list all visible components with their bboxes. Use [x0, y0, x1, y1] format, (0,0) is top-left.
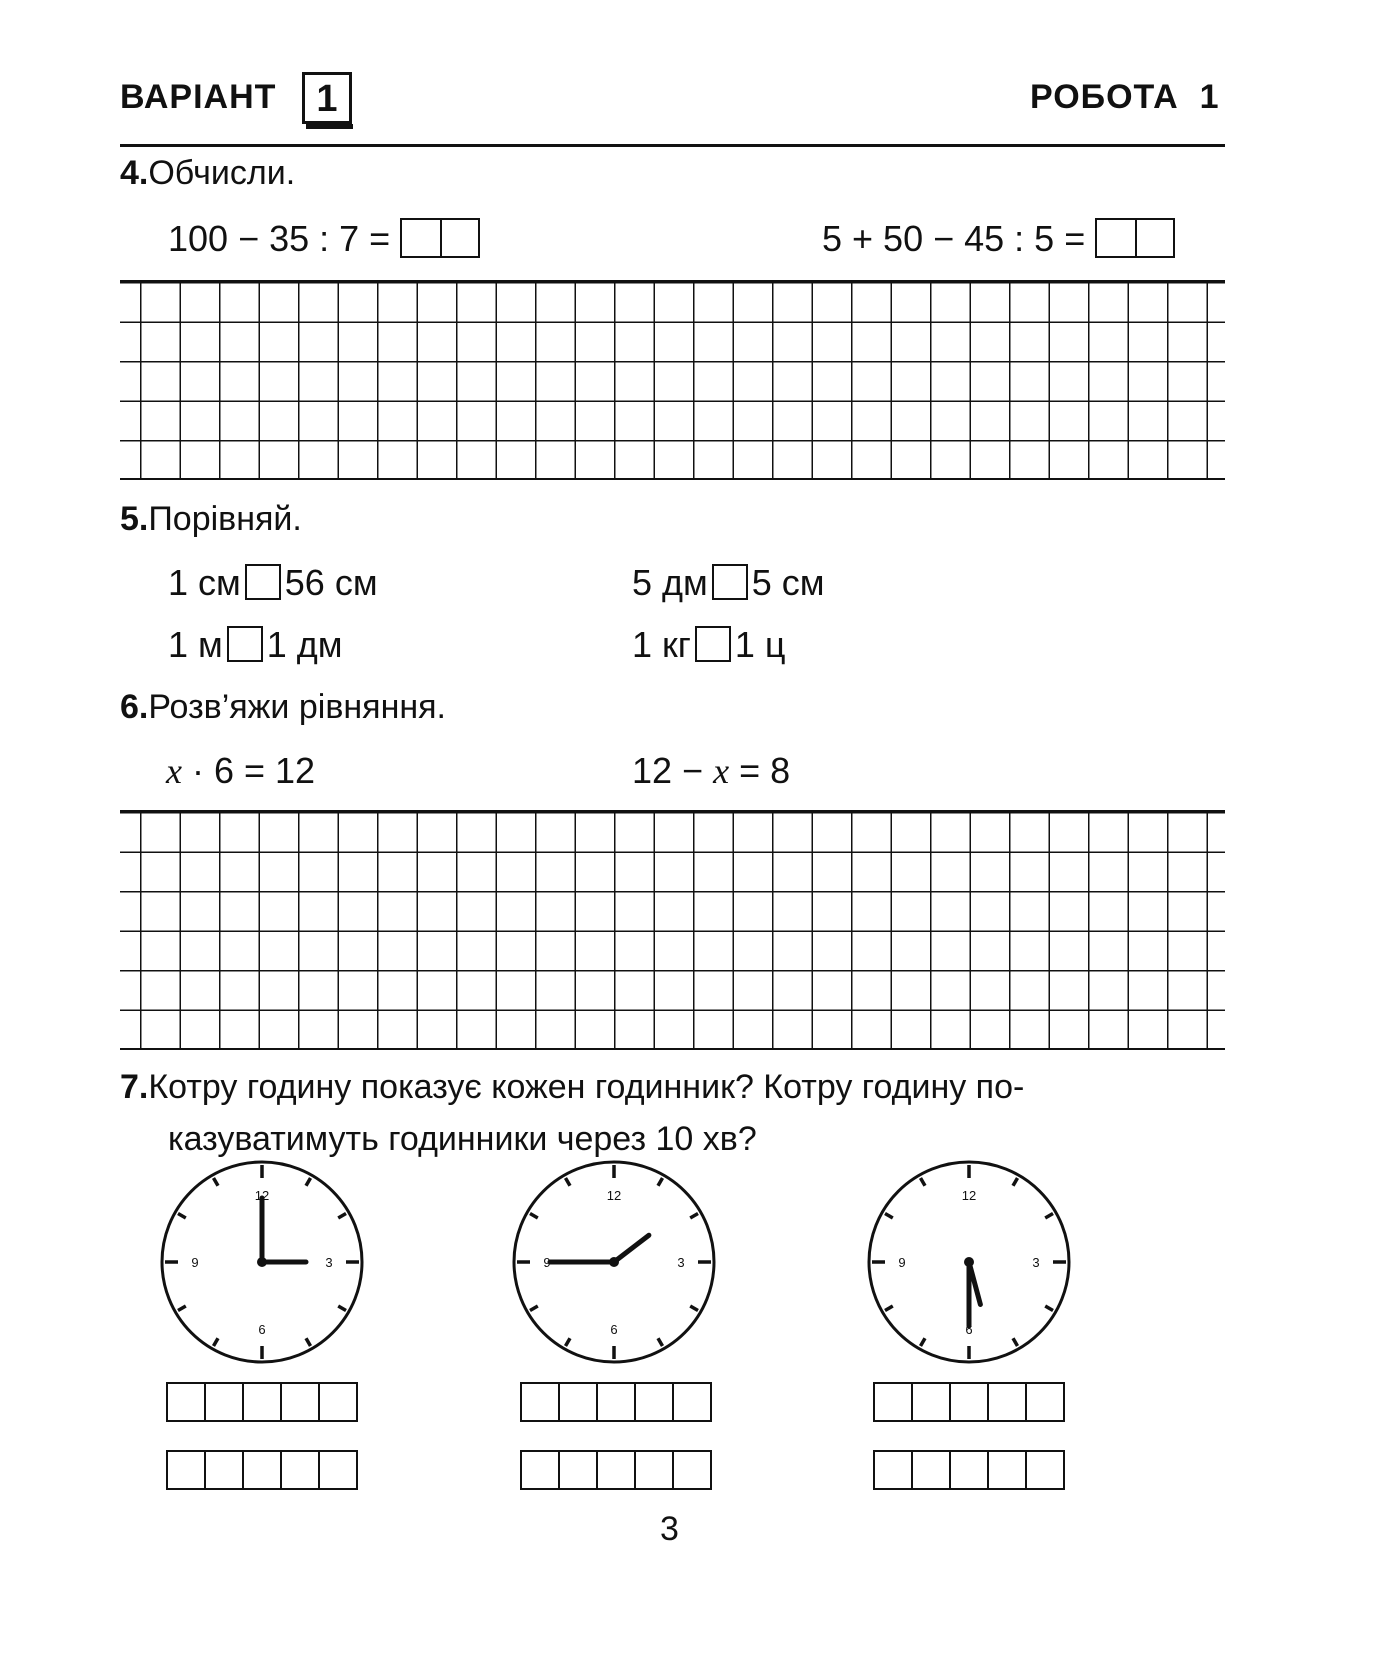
clock-label-12: 12 — [606, 1188, 622, 1203]
task5-item-right: 56 см — [284, 562, 378, 603]
task5-item-left: 1 см — [168, 562, 241, 603]
equation-variable: x — [713, 751, 730, 791]
task6-equation-2 — [632, 750, 790, 792]
task4-answer2-box[interactable] — [1095, 218, 1175, 258]
compare-box[interactable] — [227, 626, 263, 662]
equation-left: 12 − — [632, 750, 704, 791]
task6-work-grid[interactable] — [120, 810, 1225, 1050]
task5-number: 5. — [120, 500, 149, 538]
task5-item-left: 1 м — [168, 624, 223, 665]
task5-heading — [120, 500, 302, 539]
clock-label-9: 9 — [543, 1255, 551, 1270]
task5-title: Порівняй. — [148, 500, 302, 538]
variant-label: ВАРІАНТ — [120, 78, 277, 116]
task7-number: 7. — [120, 1068, 149, 1106]
task6-number: 6. — [120, 688, 149, 726]
equation-rest: · 6 = 12 — [192, 750, 316, 791]
clock3-answer-later[interactable] — [873, 1450, 1065, 1490]
variant-number-badge: 1 — [302, 72, 352, 124]
work-label: РОБОТА 1 — [1030, 78, 1220, 116]
task6-title: Розв’яжи рівняння. — [148, 688, 446, 726]
task4-number: 4. — [120, 154, 149, 192]
clock2-answer-later[interactable] — [520, 1450, 712, 1490]
task4-expr2-row — [822, 218, 1175, 261]
task5-item-4 — [632, 624, 786, 666]
equation-rest: = 8 — [739, 750, 791, 791]
clock-label-12: 12 — [254, 1188, 270, 1203]
task4-expr1: 100 − 35 : 7 = — [168, 218, 391, 259]
clock3-answer-now[interactable] — [873, 1382, 1065, 1422]
task4-title: Обчисли. — [148, 154, 296, 192]
equation-variable: x — [166, 751, 182, 791]
clock-label-3: 3 — [1032, 1255, 1040, 1270]
task5-item-left: 1 кг — [632, 624, 691, 665]
clock-hub — [257, 1257, 267, 1267]
clock-label-9: 9 — [191, 1255, 199, 1270]
clock-label-6: 6 — [610, 1322, 618, 1337]
page-number: 3 — [660, 1510, 679, 1548]
task4-work-grid[interactable] — [120, 280, 1225, 480]
compare-box[interactable] — [245, 564, 281, 600]
badge-shadow — [306, 124, 353, 129]
clock-1 — [150, 1160, 390, 1370]
task5-item-3 — [168, 624, 343, 666]
task6-heading — [120, 688, 446, 727]
task5-item-2 — [632, 562, 825, 604]
clock-label-3: 3 — [325, 1255, 333, 1270]
clock-hub — [609, 1257, 619, 1267]
task7-heading — [120, 1068, 1230, 1107]
task4-expr2: 5 + 50 − 45 : 5 = — [822, 218, 1086, 259]
task5-item-right: 5 см — [751, 562, 825, 603]
clock2-answer-now[interactable] — [520, 1382, 712, 1422]
clock-label-6: 6 — [258, 1322, 266, 1337]
task5-item-left: 5 дм — [632, 562, 708, 603]
header-rule — [120, 144, 1225, 147]
task7-line2: казуватимуть годинники через 10 хв? — [168, 1120, 757, 1158]
task5-item-right: 1 дм — [266, 624, 343, 665]
task4-heading — [120, 154, 295, 193]
task5-item-1 — [168, 562, 378, 604]
clock-3 — [857, 1160, 1097, 1370]
clock1-answer-now[interactable] — [166, 1382, 358, 1422]
clock-label-12: 12 — [961, 1188, 977, 1203]
task4-expr1-row — [168, 218, 480, 261]
clock1-answer-later[interactable] — [166, 1450, 358, 1490]
clock-2 — [502, 1160, 742, 1370]
clock-label-6: 6 — [965, 1322, 973, 1337]
task6-equation-1 — [166, 750, 315, 792]
task5-item-right: 1 ц — [734, 624, 786, 665]
compare-box[interactable] — [712, 564, 748, 600]
task4-answer1-box[interactable] — [400, 218, 480, 258]
clock-label-3: 3 — [677, 1255, 685, 1270]
compare-box[interactable] — [695, 626, 731, 662]
clock-hub — [964, 1257, 974, 1267]
task7-line1: Котру годину показує кожен годинник? Котру годину по- — [148, 1068, 1025, 1106]
clock-label-9: 9 — [898, 1255, 906, 1270]
